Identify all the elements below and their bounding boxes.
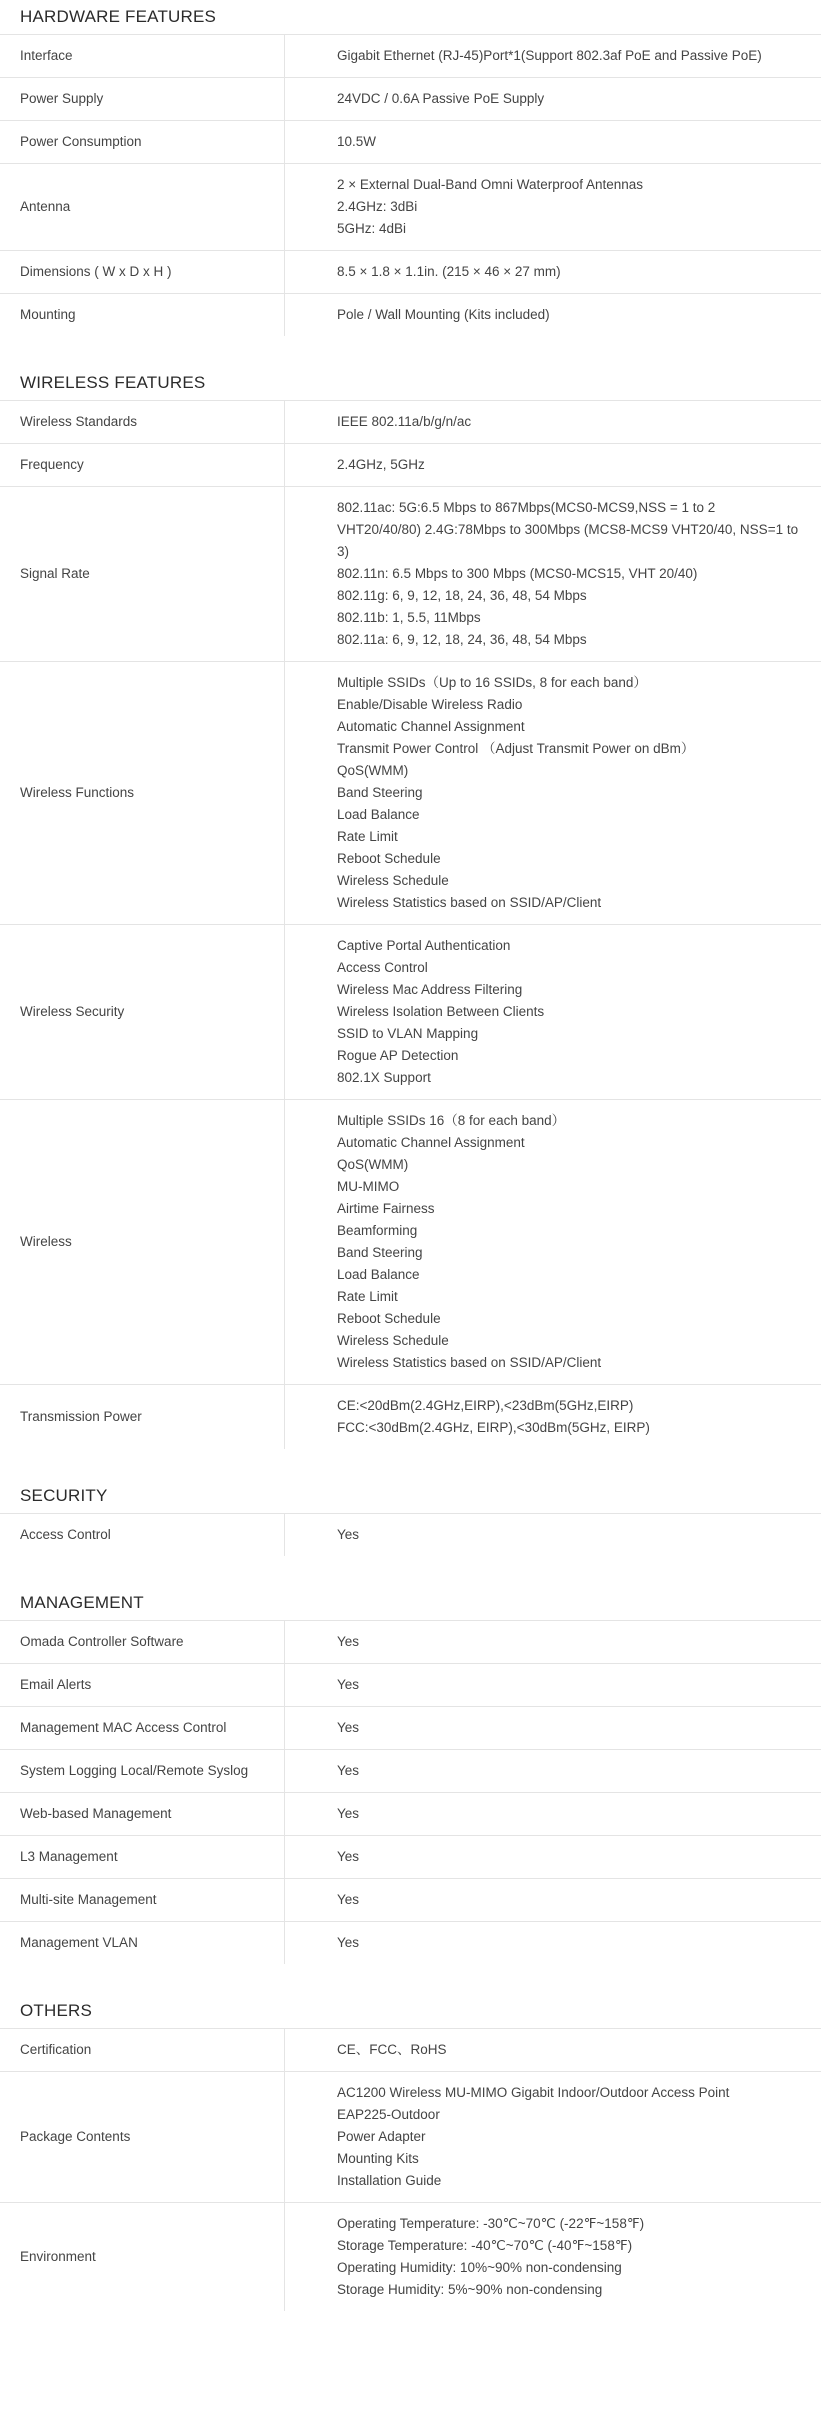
- spec-table: [0, 35, 821, 336]
- spec-row: [0, 1879, 821, 1922]
- spec-value: [285, 662, 821, 925]
- spec-value-line: Wireless Statistics based on SSID/AP/Client: [337, 1355, 602, 1370]
- spec-value-line: IEEE 802.11a/b/g/n/ac: [337, 414, 472, 429]
- spec-value-line: Rogue AP Detection: [337, 1048, 459, 1063]
- spec-value: [285, 35, 821, 78]
- spec-row: [0, 164, 821, 251]
- spec-row: [0, 401, 821, 444]
- spec-value-line: Wireless Isolation Between Clients: [337, 1004, 545, 1019]
- spec-row: [0, 78, 821, 121]
- spec-value: [285, 1922, 821, 1965]
- spec-value: [285, 1707, 821, 1750]
- spec-label: Dimensions ( W x D x H ): [0, 251, 285, 294]
- spec-value-line: Storage Humidity: 5%~90% non-condensing: [337, 2282, 603, 2297]
- section-title: SECURITY: [0, 1479, 821, 1514]
- spec-value: [285, 401, 821, 444]
- spec-value-line: Wireless Schedule: [337, 873, 449, 888]
- spec-value-line: CE:<20dBm(2.4GHz,EIRP),<23dBm(5GHz,EIRP): [337, 1398, 634, 1413]
- spec-value-line: FCC:<30dBm(2.4GHz, EIRP),<30dBm(5GHz, EIRP): [337, 1420, 650, 1435]
- spec-value: [285, 2203, 821, 2312]
- spec-section-security: [0, 1479, 821, 1556]
- spec-row: [0, 2072, 821, 2203]
- spec-label: Interface: [0, 35, 285, 78]
- spec-value-line: 10.5W: [337, 134, 377, 149]
- spec-value: [285, 487, 821, 662]
- spec-label: Frequency: [0, 444, 285, 487]
- spec-value-line: Storage Temperature: -40℃~70℃ (-40℉~158℉): [337, 2238, 633, 2253]
- spec-label: Access Control: [0, 1514, 285, 1556]
- spec-value-line: Yes: [337, 1763, 360, 1778]
- spec-value: [285, 1621, 821, 1664]
- spec-value-line: Yes: [337, 1634, 360, 1649]
- spec-value-line: Automatic Channel Assignment: [337, 719, 525, 734]
- spec-value-line: Wireless Statistics based on SSID/AP/Client: [337, 895, 602, 910]
- spec-value: [285, 294, 821, 337]
- spec-row: [0, 251, 821, 294]
- spec-value-line: Band Steering: [337, 1245, 423, 1260]
- spec-value-line: QoS(WMM): [337, 1157, 409, 1172]
- spec-label: Multi-site Management: [0, 1879, 285, 1922]
- spec-value-line: Reboot Schedule: [337, 1311, 441, 1326]
- spec-value-line: Captive Portal Authentication: [337, 938, 511, 953]
- spec-value-line: MU-MIMO: [337, 1179, 400, 1194]
- spec-table: [0, 401, 821, 1449]
- spec-value-line: 2.4GHz, 5GHz: [337, 457, 425, 472]
- spec-label: Wireless: [0, 1100, 285, 1385]
- spec-row: [0, 35, 821, 78]
- spec-value: [285, 121, 821, 164]
- spec-value-line: Automatic Channel Assignment: [337, 1135, 525, 1150]
- spec-value-line: 802.11ac: 5G:6.5 Mbps to 867Mbps(MCS0-MCS9,NSS = 1 to 2 VHT20/40/80) 2.4G:78Mbps to 300Mbps (MCS8-MCS9 VHT20/40, NSS=1 to 3): [337, 500, 799, 559]
- spec-value-line: 802.1X Support: [337, 1070, 431, 1085]
- spec-table: [0, 1621, 821, 1964]
- spec-value-line: Load Balance: [337, 1267, 420, 1282]
- spec-label: Transmission Power: [0, 1385, 285, 1450]
- spec-label: Mounting: [0, 294, 285, 337]
- spec-label: Power Consumption: [0, 121, 285, 164]
- spec-row: [0, 1385, 821, 1450]
- spec-value: [285, 78, 821, 121]
- spec-row: [0, 487, 821, 662]
- spec-value: [285, 1793, 821, 1836]
- spec-value-line: Yes: [337, 1720, 360, 1735]
- spec-value-line: Multiple SSIDs 16（8 for each band）: [337, 1113, 566, 1128]
- spec-row: [0, 1836, 821, 1879]
- spec-row: [0, 1664, 821, 1707]
- spec-value-line: Operating Humidity: 10%~90% non-condensing: [337, 2260, 622, 2275]
- spec-row: [0, 444, 821, 487]
- spec-value-line: Reboot Schedule: [337, 851, 441, 866]
- spec-label: Management VLAN: [0, 1922, 285, 1965]
- spec-row: [0, 1922, 821, 1965]
- spec-value-line: Wireless Schedule: [337, 1333, 449, 1348]
- section-title: OTHERS: [0, 1994, 821, 2029]
- spec-value-line: Band Steering: [337, 785, 423, 800]
- spec-row: [0, 925, 821, 1100]
- spec-value-line: 24VDC / 0.6A Passive PoE Supply: [337, 91, 545, 106]
- spec-value: [285, 444, 821, 487]
- spec-value-line: CE、FCC、RoHS: [337, 2042, 447, 2057]
- spec-value-line: Yes: [337, 1527, 360, 1542]
- spec-row: [0, 1750, 821, 1793]
- spec-row: [0, 1514, 821, 1556]
- spec-value-line: Pole / Wall Mounting (Kits included): [337, 307, 550, 322]
- spec-value: [285, 1100, 821, 1385]
- spec-value-line: AC1200 Wireless MU-MIMO Gigabit Indoor/Outdoor Access Point: [337, 2085, 730, 2100]
- spec-value-line: Load Balance: [337, 807, 420, 822]
- spec-row: [0, 1707, 821, 1750]
- spec-value-line: Airtime Fairness: [337, 1201, 435, 1216]
- spec-label: Antenna: [0, 164, 285, 251]
- spec-value-line: Installation Guide: [337, 2173, 442, 2188]
- spec-value-line: Wireless Mac Address Filtering: [337, 982, 523, 997]
- spec-value-line: 802.11a: 6, 9, 12, 18, 24, 36, 48, 54 Mbps: [337, 632, 587, 647]
- spec-label: Email Alerts: [0, 1664, 285, 1707]
- spec-table: [0, 2029, 821, 2311]
- spec-value: [285, 1879, 821, 1922]
- spec-value: [285, 1385, 821, 1450]
- spec-value-line: SSID to VLAN Mapping: [337, 1026, 479, 1041]
- spec-value-line: EAP225-Outdoor: [337, 2107, 440, 2122]
- spec-value-line: 2 × External Dual-Band Omni Waterproof Antennas: [337, 177, 644, 192]
- section-title: WIRELESS FEATURES: [0, 366, 821, 401]
- spec-value-line: Yes: [337, 1677, 360, 1692]
- spec-value: [285, 925, 821, 1100]
- spec-section-management: [0, 1586, 821, 1964]
- spec-value: [285, 1836, 821, 1879]
- spec-value-line: Operating Temperature: -30℃~70℃ (-22℉~158℉): [337, 2216, 645, 2231]
- spec-label: Management MAC Access Control: [0, 1707, 285, 1750]
- spec-value-line: 802.11n: 6.5 Mbps to 300 Mbps (MCS0-MCS15, VHT 20/40): [337, 566, 698, 581]
- spec-label: Power Supply: [0, 78, 285, 121]
- spec-value-line: Rate Limit: [337, 1289, 398, 1304]
- spec-value: [285, 1750, 821, 1793]
- spec-row: [0, 294, 821, 337]
- spec-value-line: Yes: [337, 1806, 360, 1821]
- spec-value: [285, 1664, 821, 1707]
- spec-row: [0, 1793, 821, 1836]
- spec-value-line: Beamforming: [337, 1223, 418, 1238]
- spec-value-line: 802.11b: 1, 5.5, 11Mbps: [337, 610, 481, 625]
- section-title: HARDWARE FEATURES: [0, 0, 821, 35]
- spec-value-line: 802.11g: 6, 9, 12, 18, 24, 36, 48, 54 Mbps: [337, 588, 587, 603]
- section-title: MANAGEMENT: [0, 1586, 821, 1621]
- spec-label: Signal Rate: [0, 487, 285, 662]
- spec-value: [285, 2072, 821, 2203]
- spec-label: Wireless Security: [0, 925, 285, 1100]
- spec-section-others: [0, 1994, 821, 2311]
- spec-row: [0, 1100, 821, 1385]
- spec-label: Package Contents: [0, 2072, 285, 2203]
- spec-label: Wireless Standards: [0, 401, 285, 444]
- spec-table: [0, 1514, 821, 1556]
- spec-section-hardware-features: [0, 0, 821, 336]
- spec-label: Omada Controller Software: [0, 1621, 285, 1664]
- spec-value-line: QoS(WMM): [337, 763, 409, 778]
- spec-value-line: Yes: [337, 1935, 360, 1950]
- spec-row: [0, 662, 821, 925]
- spec-value: [285, 1514, 821, 1556]
- spec-label: Wireless Functions: [0, 662, 285, 925]
- spec-value-line: Rate Limit: [337, 829, 398, 844]
- spec-label: Environment: [0, 2203, 285, 2312]
- spec-label: L3 Management: [0, 1836, 285, 1879]
- spec-value: [285, 164, 821, 251]
- spec-value-line: 2.4GHz: 3dBi: [337, 199, 418, 214]
- spec-row: [0, 121, 821, 164]
- spec-value-line: Mounting Kits: [337, 2151, 419, 2166]
- spec-value-line: Transmit Power Control （Adjust Transmit Power on dBm）: [337, 741, 695, 756]
- spec-value-line: Yes: [337, 1892, 360, 1907]
- spec-value-line: Yes: [337, 1849, 360, 1864]
- spec-value: [285, 2029, 821, 2072]
- spec-value-line: Power Adapter: [337, 2129, 426, 2144]
- spec-value: [285, 251, 821, 294]
- spec-label: System Logging Local/Remote Syslog: [0, 1750, 285, 1793]
- spec-label: Web-based Management: [0, 1793, 285, 1836]
- spec-value-line: 5GHz: 4dBi: [337, 221, 407, 236]
- spec-label: Certification: [0, 2029, 285, 2072]
- spec-row: [0, 2203, 821, 2312]
- spec-row: [0, 1621, 821, 1664]
- spec-section-wireless-features: [0, 366, 821, 1449]
- spec-row: [0, 2029, 821, 2072]
- spec-value-line: Access Control: [337, 960, 428, 975]
- spec-value-line: Enable/Disable Wireless Radio: [337, 697, 523, 712]
- spec-value-line: Multiple SSIDs（Up to 16 SSIDs, 8 for each band）: [337, 675, 647, 690]
- spec-value-line: 8.5 × 1.8 × 1.1in. (215 × 46 × 27 mm): [337, 264, 561, 279]
- spec-value-line: Gigabit Ethernet (RJ-45)Port*1(Support 802.3af PoE and Passive PoE): [337, 48, 762, 63]
